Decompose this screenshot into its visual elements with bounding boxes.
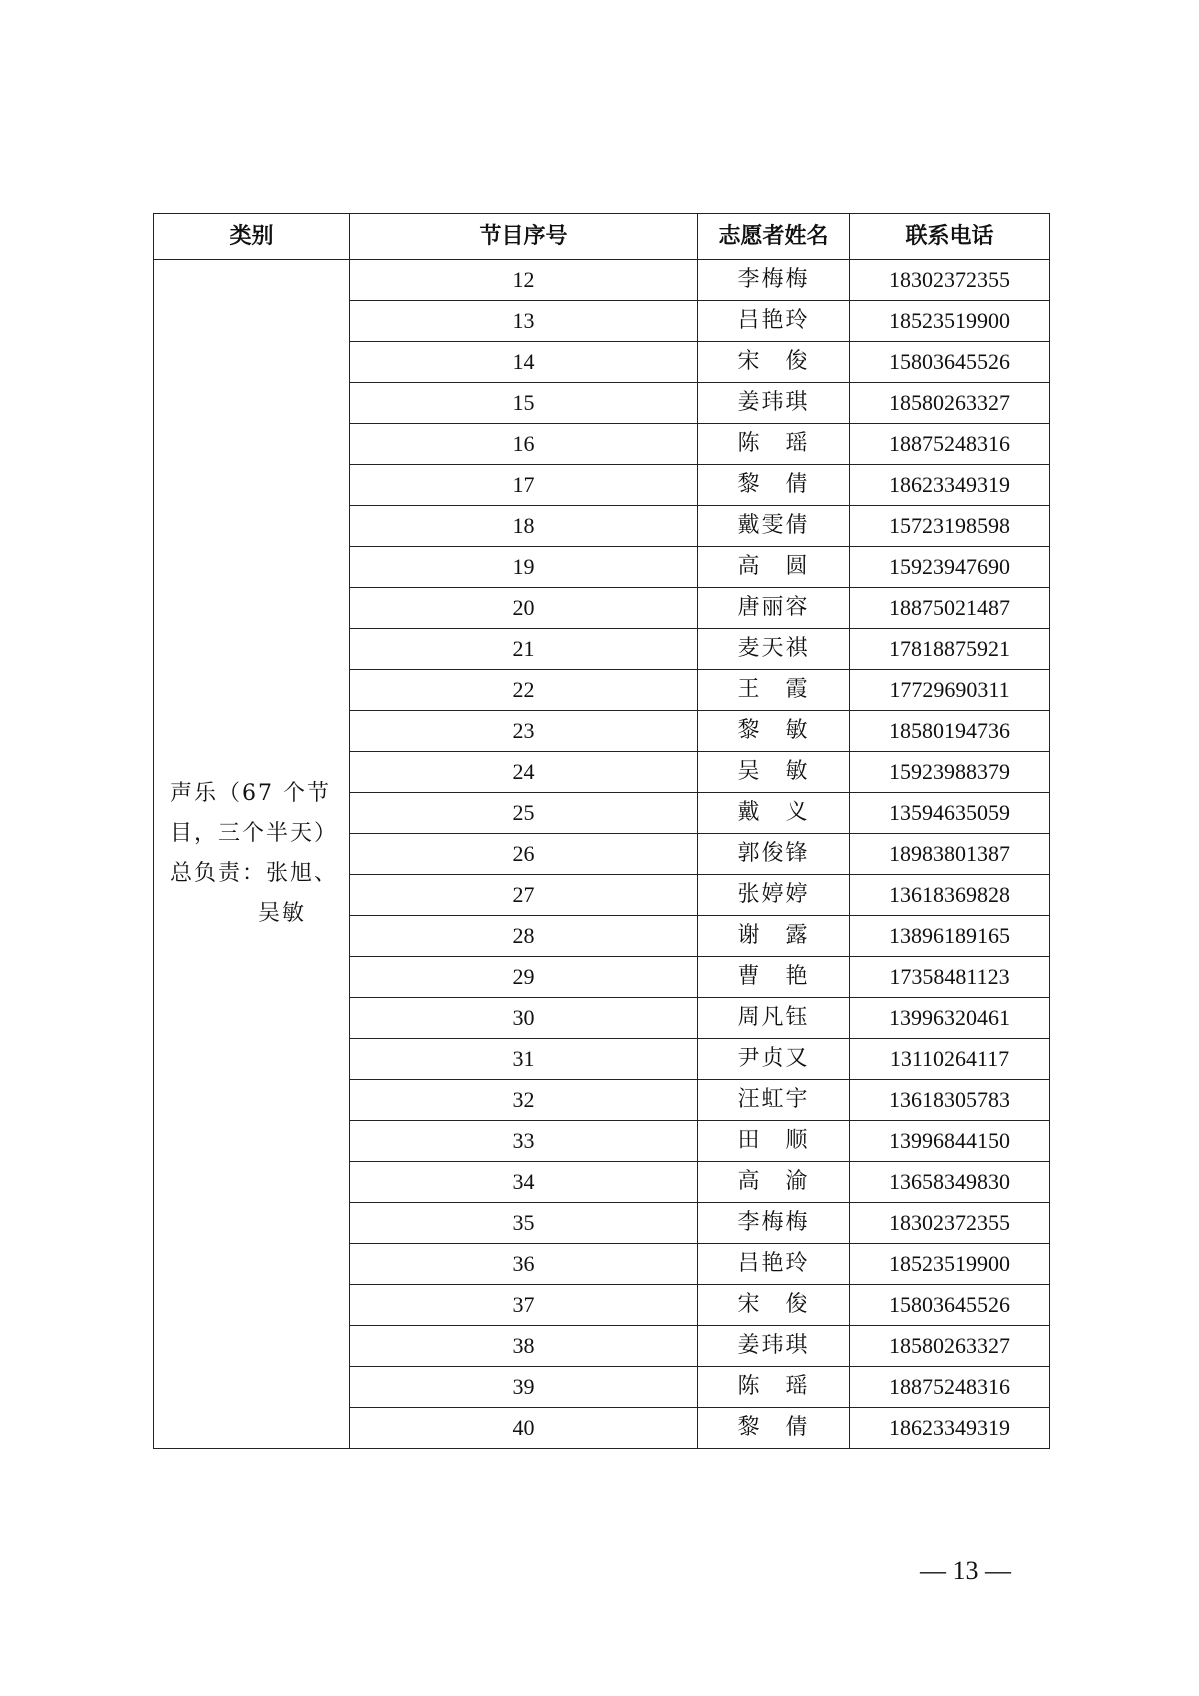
phone-cell: 15803645526 — [850, 342, 1050, 383]
program-number-cell: 20 — [350, 588, 698, 629]
program-number-cell: 26 — [350, 834, 698, 875]
phone-cell: 17358481123 — [850, 957, 1050, 998]
program-number-cell: 33 — [350, 1121, 698, 1162]
volunteer-name-cell: 王 霞 — [698, 670, 850, 711]
volunteer-name-cell: 麦天祺 — [698, 629, 850, 670]
phone-cell: 13896189165 — [850, 916, 1050, 957]
program-number-cell: 23 — [350, 711, 698, 752]
program-number-cell: 18 — [350, 506, 698, 547]
program-number-cell: 36 — [350, 1244, 698, 1285]
category-line: 目，三个半天） — [170, 821, 339, 846]
phone-cell: 18875248316 — [850, 1367, 1050, 1408]
program-number-cell: 12 — [350, 260, 698, 301]
phone-cell: 18302372355 — [850, 1203, 1050, 1244]
volunteer-name-cell: 宋 俊 — [698, 342, 850, 383]
phone-cell: 15923947690 — [850, 547, 1050, 588]
phone-cell: 18580263327 — [850, 383, 1050, 424]
volunteer-name-cell: 姜玮琪 — [698, 1326, 850, 1367]
volunteer-name-cell: 汪虹宇 — [698, 1080, 850, 1121]
program-number-cell: 22 — [350, 670, 698, 711]
phone-cell: 18875248316 — [850, 424, 1050, 465]
volunteer-name-cell: 黎 倩 — [698, 465, 850, 506]
volunteer-name-cell: 高 圆 — [698, 547, 850, 588]
header-phone: 联系电话 — [850, 214, 1050, 260]
program-number-cell: 28 — [350, 916, 698, 957]
volunteer-name-cell: 陈 瑶 — [698, 424, 850, 465]
program-number-cell: 16 — [350, 424, 698, 465]
volunteer-name-cell: 高 渝 — [698, 1162, 850, 1203]
volunteer-name-cell: 李梅梅 — [698, 260, 850, 301]
program-number-cell: 29 — [350, 957, 698, 998]
phone-cell: 18623349319 — [850, 465, 1050, 506]
phone-cell: 18580194736 — [850, 711, 1050, 752]
volunteer-name-cell: 宋 俊 — [698, 1285, 850, 1326]
volunteer-name-cell: 李梅梅 — [698, 1203, 850, 1244]
phone-cell: 15803645526 — [850, 1285, 1050, 1326]
program-number-cell: 31 — [350, 1039, 698, 1080]
phone-cell: 13618305783 — [850, 1080, 1050, 1121]
program-number-cell: 19 — [350, 547, 698, 588]
volunteer-name-cell: 周凡钰 — [698, 998, 850, 1039]
program-number-cell: 34 — [350, 1162, 698, 1203]
program-number-cell: 17 — [350, 465, 698, 506]
volunteer-name-cell: 张婷婷 — [698, 875, 850, 916]
volunteer-table — [153, 213, 1050, 1449]
program-number-cell: 13 — [350, 301, 698, 342]
volunteer-name-cell: 吕艳玲 — [698, 1244, 850, 1285]
volunteer-name-cell: 唐丽容 — [698, 588, 850, 629]
volunteer-name-cell: 黎 倩 — [698, 1408, 850, 1449]
phone-cell: 13996320461 — [850, 998, 1050, 1039]
phone-cell: 18523519900 — [850, 1244, 1050, 1285]
program-number-cell: 14 — [350, 342, 698, 383]
program-number-cell: 30 — [350, 998, 698, 1039]
category-line: 声乐（67 个节 — [170, 781, 331, 806]
program-number-cell: 24 — [350, 752, 698, 793]
volunteer-name-cell: 吴 敏 — [698, 752, 850, 793]
volunteer-name-cell: 黎 敏 — [698, 711, 850, 752]
phone-cell: 18623349319 — [850, 1408, 1050, 1449]
program-number-cell: 38 — [350, 1326, 698, 1367]
volunteer-name-cell: 尹贞又 — [698, 1039, 850, 1080]
volunteer-name-cell: 郭俊锋 — [698, 834, 850, 875]
table-header-row — [154, 214, 1050, 260]
phone-cell: 17729690311 — [850, 670, 1050, 711]
phone-cell: 13996844150 — [850, 1121, 1050, 1162]
header-program-number: 节目序号 — [350, 214, 698, 260]
program-number-cell: 40 — [350, 1408, 698, 1449]
phone-cell: 13594635059 — [850, 793, 1050, 834]
phone-cell: 15723198598 — [850, 506, 1050, 547]
phone-cell: 15923988379 — [850, 752, 1050, 793]
category-line: 总负责：张旭、 — [170, 861, 339, 886]
program-number-cell: 37 — [350, 1285, 698, 1326]
table-row — [154, 260, 1050, 301]
program-number-cell: 32 — [350, 1080, 698, 1121]
program-number-cell: 21 — [350, 629, 698, 670]
volunteer-name-cell: 姜玮琪 — [698, 383, 850, 424]
phone-cell: 18523519900 — [850, 301, 1050, 342]
table-body — [154, 260, 1050, 1449]
program-number-cell: 39 — [350, 1367, 698, 1408]
phone-cell: 17818875921 — [850, 629, 1050, 670]
phone-cell: 13110264117 — [850, 1039, 1050, 1080]
program-number-cell: 15 — [350, 383, 698, 424]
volunteer-name-cell: 戴 义 — [698, 793, 850, 834]
page-number: — 13 — — [920, 1556, 1011, 1585]
phone-cell: 13658349830 — [850, 1162, 1050, 1203]
phone-cell: 18875021487 — [850, 588, 1050, 629]
header-volunteer-name: 志愿者姓名 — [698, 214, 850, 260]
category-line: 吴敏 — [258, 901, 307, 926]
volunteer-name-cell: 戴雯倩 — [698, 506, 850, 547]
phone-cell: 18302372355 — [850, 260, 1050, 301]
volunteer-name-cell: 吕艳玲 — [698, 301, 850, 342]
program-number-cell: 25 — [350, 793, 698, 834]
volunteer-name-cell: 陈 瑶 — [698, 1367, 850, 1408]
category-cell — [154, 260, 350, 1449]
header-category: 类别 — [154, 214, 350, 260]
phone-cell: 18983801387 — [850, 834, 1050, 875]
program-number-cell: 27 — [350, 875, 698, 916]
phone-cell: 18580263327 — [850, 1326, 1050, 1367]
program-number-cell: 35 — [350, 1203, 698, 1244]
volunteer-name-cell: 谢 露 — [698, 916, 850, 957]
phone-cell: 13618369828 — [850, 875, 1050, 916]
volunteer-name-cell: 曹 艳 — [698, 957, 850, 998]
volunteer-name-cell: 田 顺 — [698, 1121, 850, 1162]
